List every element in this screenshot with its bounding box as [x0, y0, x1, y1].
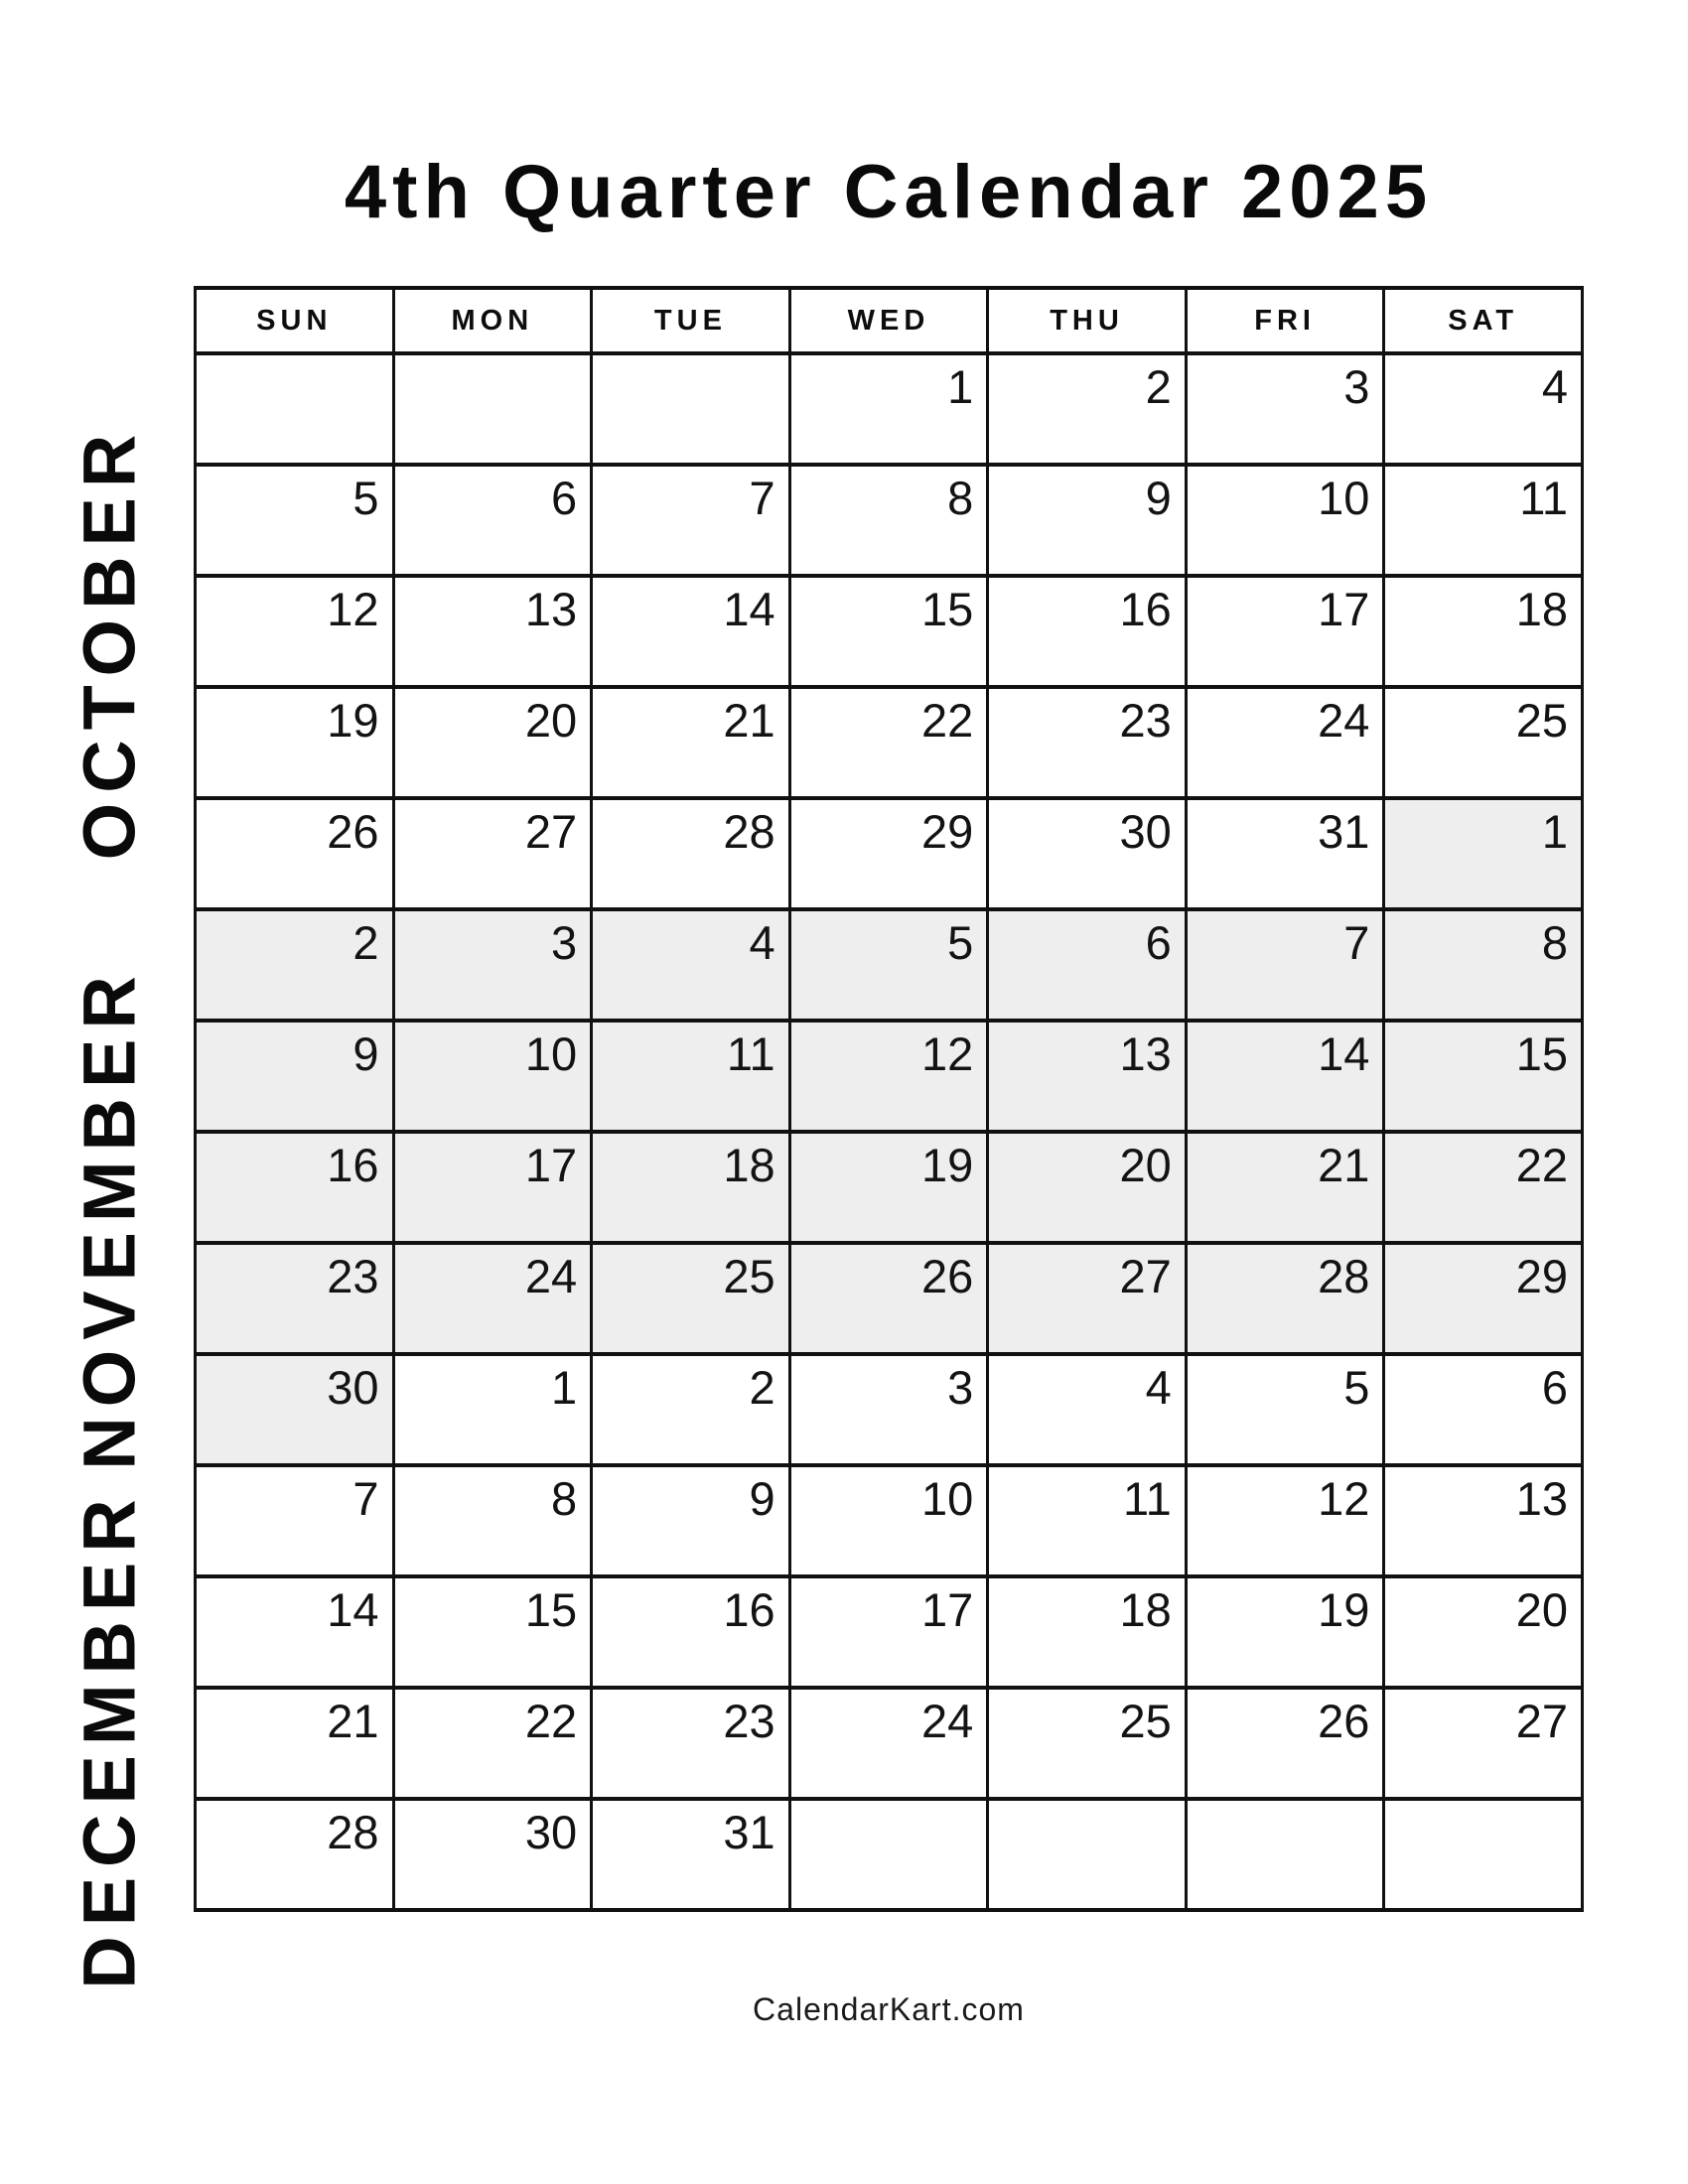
calendar-cell: 3 [789, 1354, 988, 1465]
calendar-cell: 11 [988, 1465, 1187, 1576]
calendar-cell: 6 [1384, 1354, 1583, 1465]
calendar-cell-empty [789, 1799, 988, 1910]
calendar-row [196, 687, 1583, 798]
calendar-cell: 28 [196, 1799, 394, 1910]
calendar-row [196, 798, 1583, 909]
calendar-cell: 12 [196, 576, 394, 687]
calendar-cell: 8 [393, 1465, 592, 1576]
month-label-october: OCTOBER [68, 424, 151, 861]
day-header-mon: MON [393, 288, 592, 353]
calendar-cell: 7 [592, 465, 790, 576]
calendar-row [196, 576, 1583, 687]
calendar-cell: 2 [988, 353, 1187, 465]
calendar-cell: 30 [988, 798, 1187, 909]
page-title: 4th Quarter Calendar 2025 [344, 150, 1434, 234]
calendar-cell: 17 [789, 1576, 988, 1688]
calendar-body [196, 353, 1583, 1910]
calendar-cell: 23 [988, 687, 1187, 798]
calendar-row [196, 465, 1583, 576]
calendar-cell: 13 [393, 576, 592, 687]
calendar-cell: 26 [1186, 1688, 1384, 1799]
calendar-cell-empty [1186, 1799, 1384, 1910]
calendar-cell: 8 [789, 465, 988, 576]
calendar-cell: 24 [789, 1688, 988, 1799]
calendar-cell: 8 [1384, 909, 1583, 1021]
calendar-row [196, 353, 1583, 465]
calendar-cell: 25 [1384, 687, 1583, 798]
calendar-cell: 16 [592, 1576, 790, 1688]
calendar-cell: 10 [789, 1465, 988, 1576]
calendar-cell: 15 [1384, 1021, 1583, 1132]
calendar-cell: 13 [988, 1021, 1187, 1132]
calendar-cell: 9 [592, 1465, 790, 1576]
calendar-cell: 22 [789, 687, 988, 798]
calendar-cell: 4 [592, 909, 790, 1021]
calendar-row [196, 1465, 1583, 1576]
calendar-cell: 9 [988, 465, 1187, 576]
day-header-tue: TUE [592, 288, 790, 353]
calendar-cell: 29 [1384, 1243, 1583, 1354]
calendar-cell: 30 [393, 1799, 592, 1910]
calendar-cell: 7 [196, 1465, 394, 1576]
calendar-cell-empty [988, 1799, 1187, 1910]
calendar-cell: 5 [789, 909, 988, 1021]
calendar-cell: 21 [196, 1688, 394, 1799]
calendar-cell: 30 [196, 1354, 394, 1465]
calendar-cell: 21 [592, 687, 790, 798]
calendar-cell: 6 [393, 465, 592, 576]
calendar-cell: 11 [1384, 465, 1583, 576]
calendar-cell: 31 [592, 1799, 790, 1910]
calendar-cell: 1 [789, 353, 988, 465]
calendar-row [196, 1132, 1583, 1243]
calendar-row [196, 1576, 1583, 1688]
calendar-cell: 21 [1186, 1132, 1384, 1243]
calendar-cell-empty [393, 353, 592, 465]
calendar-row [196, 1243, 1583, 1354]
calendar-cell: 3 [393, 909, 592, 1021]
calendar-cell: 17 [393, 1132, 592, 1243]
month-label-november: NOVEMBER [68, 966, 151, 1470]
day-header-fri: FRI [1186, 288, 1384, 353]
calendar-grid [194, 286, 1584, 1912]
calendar-row [196, 1354, 1583, 1465]
calendar-cell: 6 [988, 909, 1187, 1021]
calendar-row [196, 909, 1583, 1021]
day-header-row [196, 288, 1583, 353]
calendar-cell: 10 [393, 1021, 592, 1132]
calendar-row [196, 1021, 1583, 1132]
calendar-cell: 20 [1384, 1576, 1583, 1688]
calendar-cell: 16 [988, 576, 1187, 687]
calendar-cell: 1 [393, 1354, 592, 1465]
calendar-cell: 26 [789, 1243, 988, 1354]
calendar-cell: 5 [196, 465, 394, 576]
calendar-cell: 15 [393, 1576, 592, 1688]
calendar-cell: 19 [1186, 1576, 1384, 1688]
calendar-cell-empty [592, 353, 790, 465]
calendar-cell: 27 [393, 798, 592, 909]
calendar-cell: 3 [1186, 353, 1384, 465]
calendar-cell: 24 [1186, 687, 1384, 798]
calendar-cell: 24 [393, 1243, 592, 1354]
calendar-cell: 20 [393, 687, 592, 798]
calendar-cell: 17 [1186, 576, 1384, 687]
calendar-cell: 22 [1384, 1132, 1583, 1243]
calendar-cell: 31 [1186, 798, 1384, 909]
calendar-cell: 28 [592, 798, 790, 909]
calendar-cell: 2 [196, 909, 394, 1021]
calendar-cell: 5 [1186, 1354, 1384, 1465]
calendar-cell: 22 [393, 1688, 592, 1799]
footer-watermark: CalendarKart.com [753, 1991, 1025, 2027]
calendar-cell: 10 [1186, 465, 1384, 576]
calendar-cell: 23 [592, 1688, 790, 1799]
calendar-cell: 19 [196, 687, 394, 798]
calendar-cell: 18 [988, 1576, 1187, 1688]
calendar-cell: 14 [592, 576, 790, 687]
calendar-cell: 14 [196, 1576, 394, 1688]
calendar-cell: 4 [1384, 353, 1583, 465]
calendar-cell-empty [196, 353, 394, 465]
day-header-wed: WED [789, 288, 988, 353]
day-header-thu: THU [988, 288, 1187, 353]
calendar-cell: 18 [592, 1132, 790, 1243]
calendar-cell: 13 [1384, 1465, 1583, 1576]
calendar-cell-empty [1384, 1799, 1583, 1910]
calendar-cell: 23 [196, 1243, 394, 1354]
calendar-cell: 12 [789, 1021, 988, 1132]
calendar-cell: 28 [1186, 1243, 1384, 1354]
calendar-cell: 16 [196, 1132, 394, 1243]
day-header-sun: SUN [196, 288, 394, 353]
calendar-cell: 29 [789, 798, 988, 909]
month-label-december: DECEMBER [68, 1489, 151, 1989]
calendar-cell: 27 [988, 1243, 1187, 1354]
calendar-cell: 26 [196, 798, 394, 909]
calendar-cell: 12 [1186, 1465, 1384, 1576]
calendar-cell: 19 [789, 1132, 988, 1243]
calendar-cell: 11 [592, 1021, 790, 1132]
calendar-cell: 4 [988, 1354, 1187, 1465]
calendar-cell: 14 [1186, 1021, 1384, 1132]
calendar-cell: 2 [592, 1354, 790, 1465]
calendar-cell: 7 [1186, 909, 1384, 1021]
calendar-cell: 25 [592, 1243, 790, 1354]
calendar-cell: 18 [1384, 576, 1583, 687]
calendar-cell: 25 [988, 1688, 1187, 1799]
calendar-row [196, 1688, 1583, 1799]
calendar-cell: 20 [988, 1132, 1187, 1243]
calendar-table [194, 286, 1584, 1912]
calendar-cell: 9 [196, 1021, 394, 1132]
calendar-row [196, 1799, 1583, 1910]
calendar-cell: 15 [789, 576, 988, 687]
calendar-cell: 27 [1384, 1688, 1583, 1799]
day-header-sat: SAT [1384, 288, 1583, 353]
calendar-cell: 1 [1384, 798, 1583, 909]
